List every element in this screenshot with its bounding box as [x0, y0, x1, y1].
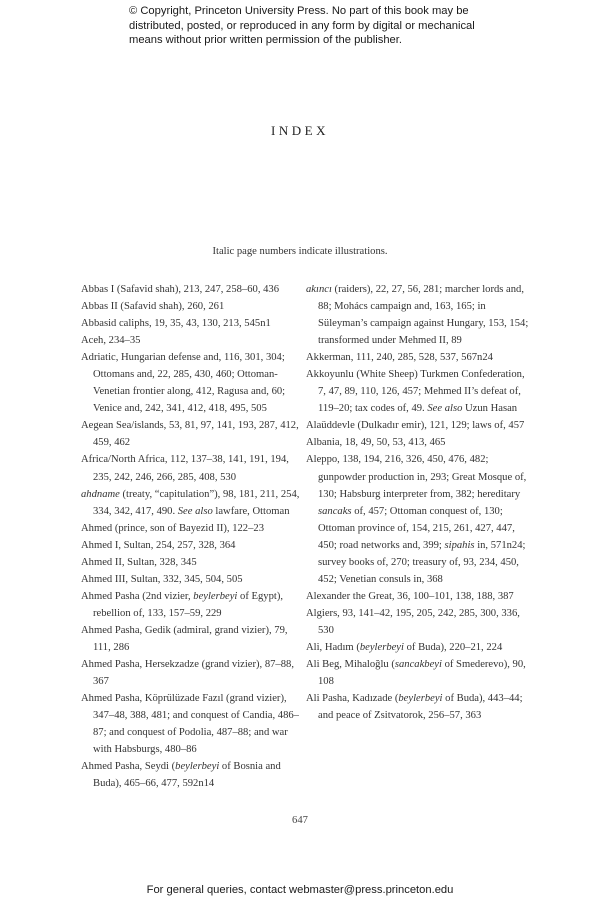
- index-entry: Aceh, 234–35: [81, 335, 141, 347]
- index-entry: Ahmed Pasha (2nd vizier, beylerbeyi of Egypt), rebellion of, 133, 157–59, 229: [81, 590, 283, 619]
- index-entry: Akkoyunlu (White Sheep) Turkmen Confederation, 7, 47, 89, 110, 126, 457; Mehmed II’s defeat of, 119–20; tax codes of, 49. See also Uzun Hasan: [306, 369, 525, 415]
- index-entry: Aleppo, 138, 194, 216, 326, 450, 476, 482; gunpowder production in, 293; Great Mosque of, 130; Habsburg interpreter from, 382; hereditary sancaks of, 457; Ottoman conquest of, 130; Ottoman province of, 154, 215, 261, 427, 447, 450; road networks and, 399; sipahis in, 571n24; survey books of, 270; treasury of, 93, 234, 450, 452; Venetian consuls in, 368: [306, 454, 527, 585]
- index-entry: ahdname (treaty, “capitulation”), 98, 181, 211, 254, 334, 342, 417, 490. See also lawfare, Ottoman: [81, 488, 300, 517]
- index-entry: Africa/North Africa, 112, 137–38, 141, 191, 194, 235, 242, 246, 266, 285, 408, 530: [81, 454, 289, 483]
- index-entry: Ali Pasha, Kadızade (beylerbeyi of Buda), 443–44; and peace of Zsitvatorok, 256–57, 363: [306, 693, 523, 722]
- index-entry: Abbasid caliphs, 19, 35, 43, 130, 213, 545n1: [81, 318, 271, 330]
- index-entry: Ahmed I, Sultan, 254, 257, 328, 364: [81, 539, 236, 551]
- index-entry: Ali, Hadım (beylerbeyi of Buda), 220–21, 224: [306, 641, 503, 653]
- index-entry: akıncı (raiders), 22, 27, 56, 281; marcher lords and, 88; Mohács campaign and, 163, 165; in Süleyman’s campaign against Hungary, 153, 154; transformed under Mehmed II, 89: [306, 284, 529, 347]
- index-entry: Adriatic, Hungarian defense and, 116, 301, 304; Ottomans and, 22, 285, 430, 460; Ottoman-Venetian frontier along, 412, Ragusa and, 60; Venice and, 242, 341, 412, 418, 495, 505: [81, 352, 286, 415]
- index-column-left: [81, 281, 303, 792]
- index-entry: Ahmed (prince, son of Bayezid II), 122–23: [81, 522, 264, 534]
- index-entry: Alexander the Great, 36, 100–101, 138, 188, 387: [306, 590, 514, 602]
- copyright-notice: © Copyright, Princeton University Press. No part of this book may be distributed, posted, or reproduced in any form by digital or mechanical means without prior written permission of the publisher.: [129, 5, 475, 46]
- index-entry: Ahmed Pasha, Gedik (admiral, grand vizier), 79, 111, 286: [81, 624, 288, 653]
- contact-footer: For general queries, contact webmaster@press.princeton.edu: [146, 884, 454, 896]
- index-entry: Alaüddevle (Dulkadır emir), 121, 129; laws of, 457: [306, 420, 525, 432]
- index-column-right: [306, 281, 530, 724]
- page-title: INDEX: [271, 123, 329, 138]
- index-entry: Ali Beg, Mihaloğlu (sancakbeyi of Smederevo), 90, 108: [306, 659, 526, 688]
- index-entry: Ahmed III, Sultan, 332, 345, 504, 505: [81, 573, 243, 585]
- index-entry: Ahmed II, Sultan, 328, 345: [81, 556, 197, 568]
- index-entry: Ahmed Pasha, Hersekzadze (grand vizier), 87–88, 367: [81, 659, 294, 688]
- index-entry: Abbas I (Safavid shah), 213, 247, 258–60, 436: [81, 284, 280, 295]
- index-entry: Akkerman, 111, 240, 285, 528, 537, 567n24: [306, 352, 493, 364]
- index-entry: Aegean Sea/islands, 53, 81, 97, 141, 193, 287, 412, 459, 462: [81, 420, 299, 449]
- index-entry: Algiers, 93, 141–42, 195, 205, 242, 285, 300, 336, 530: [306, 607, 520, 636]
- index-entry: Ahmed Pasha, Seydi (beylerbeyi of Bosnia and Buda), 465–66, 477, 592n14: [81, 761, 281, 790]
- index-entry: Ahmed Pasha, Köprülüzade Fazıl (grand vizier), 347–48, 388, 481; and conquest of Candia, 486–87; and conquest of Podolia, 487–88; and war with Habsburgs, 480–86: [81, 693, 299, 756]
- index-entry: Albania, 18, 49, 50, 53, 413, 465: [306, 437, 446, 449]
- index-note: Italic page numbers indicate illustrations.: [212, 246, 388, 257]
- index-entry: Abbas II (Safavid shah), 260, 261: [81, 301, 225, 313]
- page-number: 647: [292, 815, 308, 826]
